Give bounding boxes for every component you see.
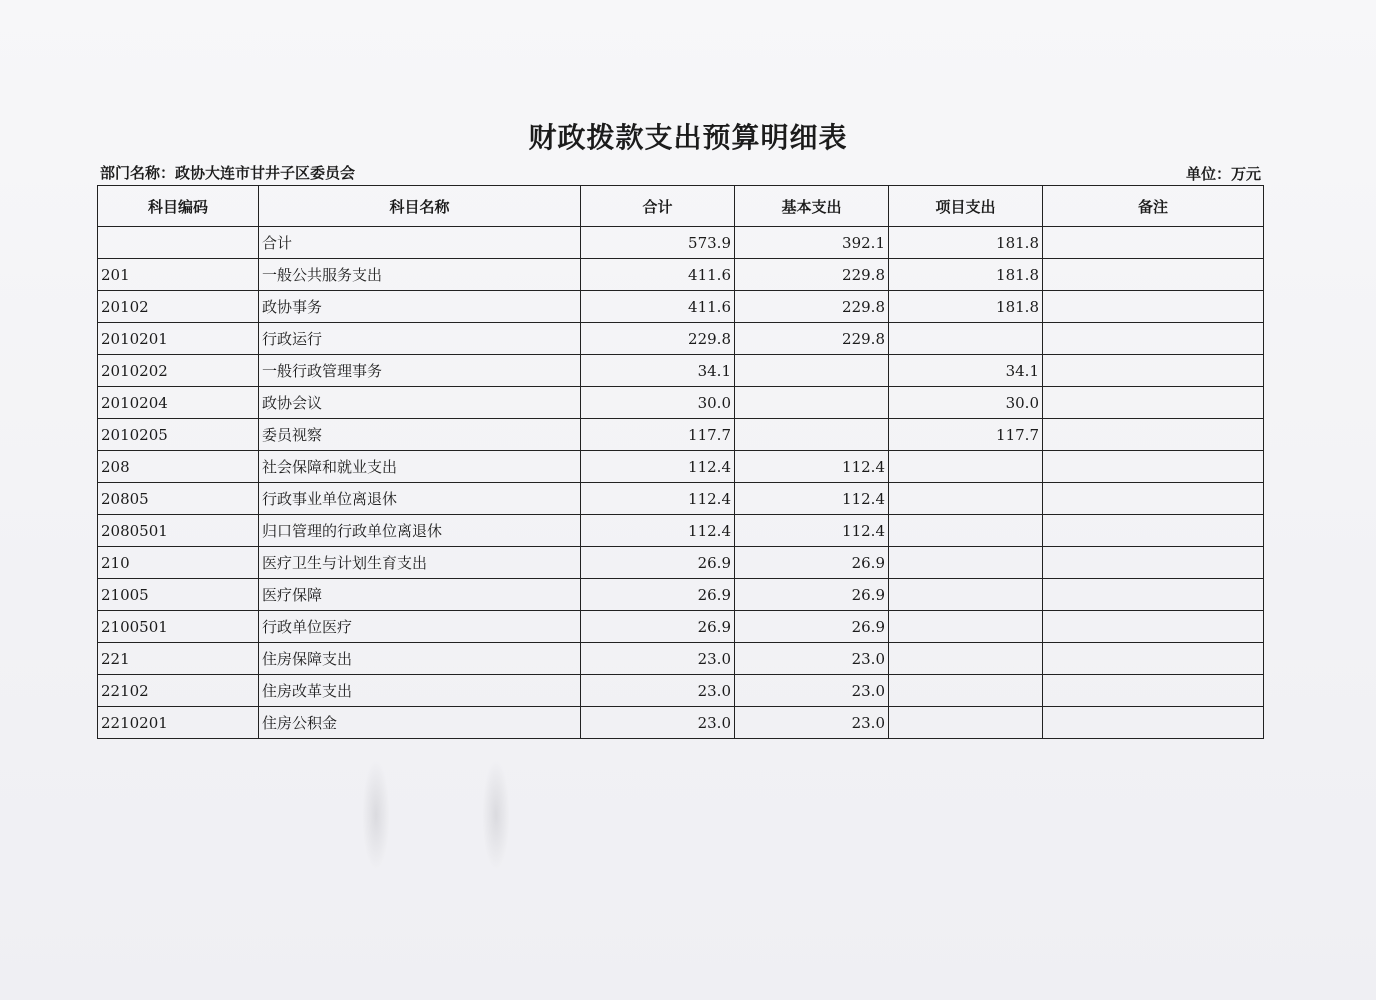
cell-note — [1043, 227, 1264, 259]
cell-total: 229.8 — [581, 323, 735, 355]
cell-basic: 26.9 — [735, 579, 889, 611]
cell-code: 2010205 — [98, 419, 259, 451]
cell-project: 30.0 — [889, 387, 1043, 419]
cell-name: 归口管理的行政单位离退休 — [259, 515, 581, 547]
header-code: 科目编码 — [98, 186, 259, 227]
cell-note — [1043, 451, 1264, 483]
cell-note — [1043, 515, 1264, 547]
cell-name: 住房改革支出 — [259, 675, 581, 707]
cell-project — [889, 323, 1043, 355]
cell-total: 26.9 — [581, 579, 735, 611]
cell-basic: 112.4 — [735, 483, 889, 515]
document-title: 财政拨款支出预算明细表 — [528, 121, 848, 154]
cell-code — [98, 227, 259, 259]
cell-project: 181.8 — [889, 227, 1043, 259]
cell-total: 26.9 — [581, 547, 735, 579]
header-name: 科目名称 — [259, 186, 581, 227]
cell-name: 住房公积金 — [259, 707, 581, 739]
cell-note — [1043, 707, 1264, 739]
cell-total: 34.1 — [581, 355, 735, 387]
cell-note — [1043, 291, 1264, 323]
cell-project — [889, 451, 1043, 483]
cell-note — [1043, 387, 1264, 419]
cell-name: 行政运行 — [259, 323, 581, 355]
cell-basic: 112.4 — [735, 451, 889, 483]
table-row — [98, 707, 1264, 739]
scan-smudge — [362, 760, 390, 870]
table-row — [98, 451, 1264, 483]
cell-total: 112.4 — [581, 451, 735, 483]
cell-project: 34.1 — [889, 355, 1043, 387]
cell-name: 政协会议 — [259, 387, 581, 419]
cell-code: 21005 — [98, 579, 259, 611]
table-row — [98, 323, 1264, 355]
cell-project: 181.8 — [889, 259, 1043, 291]
unit-label: 单位：万元 — [1185, 165, 1261, 183]
table-row — [98, 611, 1264, 643]
cell-project — [889, 547, 1043, 579]
cell-code: 22102 — [98, 675, 259, 707]
header-total: 合计 — [581, 186, 735, 227]
cell-name: 住房保障支出 — [259, 643, 581, 675]
cell-note — [1043, 355, 1264, 387]
cell-total: 30.0 — [581, 387, 735, 419]
cell-total: 117.7 — [581, 419, 735, 451]
cell-total: 411.6 — [581, 259, 735, 291]
cell-total: 23.0 — [581, 643, 735, 675]
cell-note — [1043, 675, 1264, 707]
cell-code: 2080501 — [98, 515, 259, 547]
cell-total: 112.4 — [581, 483, 735, 515]
header-note: 备注 — [1043, 186, 1264, 227]
cell-basic: 23.0 — [735, 675, 889, 707]
cell-name: 行政事业单位离退休 — [259, 483, 581, 515]
table-row — [98, 483, 1264, 515]
cell-note — [1043, 483, 1264, 515]
table-row — [98, 355, 1264, 387]
department-label: 部门名称：政协大连市甘井子区委员会 — [100, 164, 356, 182]
cell-basic: 229.8 — [735, 323, 889, 355]
cell-basic: 229.8 — [735, 259, 889, 291]
cell-note — [1043, 611, 1264, 643]
cell-name: 一般行政管理事务 — [259, 355, 581, 387]
cell-code: 2010202 — [98, 355, 259, 387]
header-basic: 基本支出 — [735, 186, 889, 227]
cell-project — [889, 707, 1043, 739]
cell-code: 20805 — [98, 483, 259, 515]
cell-basic: 26.9 — [735, 611, 889, 643]
cell-project — [889, 579, 1043, 611]
cell-basic: 112.4 — [735, 515, 889, 547]
budget-table — [97, 185, 1264, 739]
table-row — [98, 227, 1264, 259]
scan-smudge — [482, 760, 510, 870]
cell-total: 411.6 — [581, 291, 735, 323]
table-row — [98, 291, 1264, 323]
cell-name: 委员视察 — [259, 419, 581, 451]
cell-total: 573.9 — [581, 227, 735, 259]
cell-note — [1043, 419, 1264, 451]
cell-basic — [735, 387, 889, 419]
table-row — [98, 387, 1264, 419]
cell-note — [1043, 579, 1264, 611]
cell-total: 23.0 — [581, 707, 735, 739]
cell-basic: 23.0 — [735, 643, 889, 675]
header-project: 项目支出 — [889, 186, 1043, 227]
cell-basic: 26.9 — [735, 547, 889, 579]
cell-name: 医疗保障 — [259, 579, 581, 611]
cell-basic — [735, 419, 889, 451]
cell-basic: 392.1 — [735, 227, 889, 259]
cell-note — [1043, 643, 1264, 675]
cell-code: 201 — [98, 259, 259, 291]
cell-project — [889, 515, 1043, 547]
cell-project — [889, 643, 1043, 675]
cell-project: 117.7 — [889, 419, 1043, 451]
cell-note — [1043, 323, 1264, 355]
cell-note — [1043, 259, 1264, 291]
table-row — [98, 259, 1264, 291]
cell-name: 行政单位医疗 — [259, 611, 581, 643]
cell-total: 26.9 — [581, 611, 735, 643]
cell-code: 2100501 — [98, 611, 259, 643]
cell-project — [889, 483, 1043, 515]
cell-name: 合计 — [259, 227, 581, 259]
table-row — [98, 515, 1264, 547]
cell-basic: 229.8 — [735, 291, 889, 323]
table-row — [98, 419, 1264, 451]
cell-code: 221 — [98, 643, 259, 675]
cell-note — [1043, 547, 1264, 579]
cell-name: 政协事务 — [259, 291, 581, 323]
cell-name: 社会保障和就业支出 — [259, 451, 581, 483]
table-row — [98, 547, 1264, 579]
cell-project — [889, 611, 1043, 643]
cell-code: 2010201 — [98, 323, 259, 355]
cell-basic — [735, 355, 889, 387]
table-row — [98, 675, 1264, 707]
cell-code: 2210201 — [98, 707, 259, 739]
table-body — [98, 227, 1264, 739]
table-row — [98, 579, 1264, 611]
cell-code: 208 — [98, 451, 259, 483]
cell-name: 医疗卫生与计划生育支出 — [259, 547, 581, 579]
table-row — [98, 643, 1264, 675]
cell-code: 210 — [98, 547, 259, 579]
cell-code: 2010204 — [98, 387, 259, 419]
cell-code: 20102 — [98, 291, 259, 323]
cell-project — [889, 675, 1043, 707]
cell-name: 一般公共服务支出 — [259, 259, 581, 291]
cell-total: 112.4 — [581, 515, 735, 547]
cell-basic: 23.0 — [735, 707, 889, 739]
cell-total: 23.0 — [581, 675, 735, 707]
table-header-row — [98, 186, 1264, 227]
cell-project: 181.8 — [889, 291, 1043, 323]
